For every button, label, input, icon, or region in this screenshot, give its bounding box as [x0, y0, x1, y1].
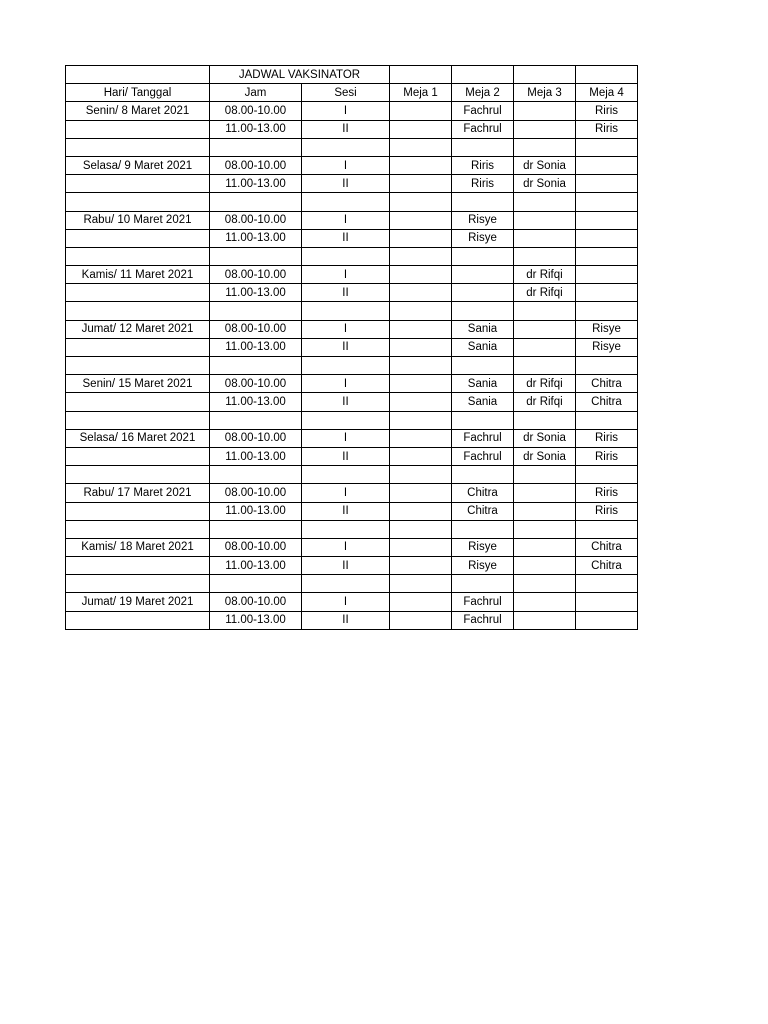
sesi-cell: II [302, 284, 390, 302]
meja-1-cell [390, 593, 452, 611]
meja-4-cell [576, 229, 638, 247]
spacer-cell [390, 247, 452, 265]
jam-cell: 08.00-10.00 [210, 429, 302, 447]
spacer-row [66, 138, 638, 156]
spacer-cell [66, 466, 210, 484]
spacer-cell [390, 466, 452, 484]
sesi-cell: II [302, 120, 390, 138]
jam-cell: 08.00-10.00 [210, 211, 302, 229]
meja-2-cell: Fachrul [452, 120, 514, 138]
meja-3-cell [514, 211, 576, 229]
jam-cell: 08.00-10.00 [210, 266, 302, 284]
day-cell-blank [66, 229, 210, 247]
day-cell: Jumat/ 12 Maret 2021 [66, 320, 210, 338]
spacer-cell [514, 357, 576, 375]
spacer-cell [210, 247, 302, 265]
spacer-cell [66, 575, 210, 593]
meja-2-cell: Risye [452, 538, 514, 556]
spacer-cell [210, 193, 302, 211]
jam-cell: 08.00-10.00 [210, 593, 302, 611]
header-meja-4: Meja 4 [576, 84, 638, 102]
meja-3-cell [514, 593, 576, 611]
header-meja-2: Meja 2 [452, 84, 514, 102]
schedule-row [66, 320, 638, 338]
meja-4-cell: Riris [576, 120, 638, 138]
title-row-blank-cell [66, 66, 210, 84]
meja-3-cell [514, 538, 576, 556]
spacer-cell [452, 520, 514, 538]
meja-3-cell [514, 557, 576, 575]
spacer-cell [390, 520, 452, 538]
meja-4-cell: Risye [576, 338, 638, 356]
meja-3-cell: dr Sonia [514, 175, 576, 193]
schedule-row [66, 484, 638, 502]
day-cell: Selasa/ 9 Maret 2021 [66, 156, 210, 174]
jam-cell: 11.00-13.00 [210, 611, 302, 629]
schedule-row [66, 211, 638, 229]
meja-1-cell [390, 211, 452, 229]
meja-2-cell: Risye [452, 557, 514, 575]
sesi-cell: I [302, 266, 390, 284]
spacer-cell [210, 520, 302, 538]
spacer-cell [66, 357, 210, 375]
day-cell-blank [66, 447, 210, 465]
spacer-cell [576, 575, 638, 593]
meja-1-cell [390, 320, 452, 338]
header-meja-1: Meja 1 [390, 84, 452, 102]
spacer-row [66, 575, 638, 593]
sesi-cell: I [302, 484, 390, 502]
schedule-row [66, 429, 638, 447]
sesi-cell: II [302, 611, 390, 629]
spacer-cell [302, 466, 390, 484]
meja-4-cell: Riris [576, 447, 638, 465]
meja-1-cell [390, 557, 452, 575]
jam-cell: 11.00-13.00 [210, 393, 302, 411]
meja-2-cell: Sania [452, 393, 514, 411]
spacer-cell [514, 247, 576, 265]
meja-4-cell: Chitra [576, 393, 638, 411]
spacer-row [66, 357, 638, 375]
meja-4-cell [576, 156, 638, 174]
meja-4-cell [576, 175, 638, 193]
meja-2-cell: Chitra [452, 502, 514, 520]
header-meja-3: Meja 3 [514, 84, 576, 102]
meja-2-cell: Riris [452, 175, 514, 193]
spacer-cell [514, 411, 576, 429]
meja-2-cell [452, 284, 514, 302]
spacer-cell [302, 302, 390, 320]
jam-cell: 08.00-10.00 [210, 320, 302, 338]
title-row-blank-cell [452, 66, 514, 84]
spacer-cell [452, 411, 514, 429]
day-cell: Rabu/ 10 Maret 2021 [66, 211, 210, 229]
meja-1-cell [390, 538, 452, 556]
day-cell-blank [66, 284, 210, 302]
sesi-cell: II [302, 338, 390, 356]
jam-cell: 08.00-10.00 [210, 484, 302, 502]
schedule-row [66, 229, 638, 247]
day-cell-blank [66, 502, 210, 520]
spacer-cell [452, 466, 514, 484]
spacer-cell [514, 193, 576, 211]
sesi-cell: I [302, 211, 390, 229]
spacer-row [66, 193, 638, 211]
jam-cell: 11.00-13.00 [210, 120, 302, 138]
meja-3-cell: dr Rifqi [514, 266, 576, 284]
meja-4-cell: Riris [576, 102, 638, 120]
meja-4-cell: Riris [576, 429, 638, 447]
schedule-row [66, 375, 638, 393]
spacer-cell [390, 357, 452, 375]
jam-cell: 11.00-13.00 [210, 502, 302, 520]
spacer-cell [66, 411, 210, 429]
meja-4-cell [576, 211, 638, 229]
schedule-row [66, 538, 638, 556]
meja-1-cell [390, 429, 452, 447]
schedule-row [66, 338, 638, 356]
spacer-cell [210, 575, 302, 593]
spacer-cell [302, 411, 390, 429]
jam-cell: 11.00-13.00 [210, 447, 302, 465]
spacer-cell [390, 193, 452, 211]
spacer-cell [452, 193, 514, 211]
sesi-cell: II [302, 502, 390, 520]
meja-3-cell: dr Rifqi [514, 393, 576, 411]
spacer-cell [390, 302, 452, 320]
spacer-row [66, 302, 638, 320]
jam-cell: 11.00-13.00 [210, 338, 302, 356]
spacer-cell [210, 466, 302, 484]
day-cell: Rabu/ 17 Maret 2021 [66, 484, 210, 502]
sesi-cell: I [302, 538, 390, 556]
spacer-cell [514, 302, 576, 320]
meja-3-cell [514, 102, 576, 120]
header-jam: Jam [210, 84, 302, 102]
jam-cell: 08.00-10.00 [210, 538, 302, 556]
day-cell: Jumat/ 19 Maret 2021 [66, 593, 210, 611]
meja-1-cell [390, 502, 452, 520]
day-cell-blank [66, 557, 210, 575]
spacer-cell [452, 575, 514, 593]
meja-1-cell [390, 156, 452, 174]
spacer-cell [452, 247, 514, 265]
schedule-row [66, 284, 638, 302]
meja-2-cell: Risye [452, 211, 514, 229]
header-row [66, 84, 638, 102]
spacer-cell [452, 357, 514, 375]
meja-2-cell: Fachrul [452, 429, 514, 447]
meja-1-cell [390, 120, 452, 138]
spacer-cell [66, 302, 210, 320]
meja-3-cell [514, 120, 576, 138]
spacer-cell [210, 411, 302, 429]
title-row-blank-cell [576, 66, 638, 84]
jam-cell: 11.00-13.00 [210, 175, 302, 193]
spacer-cell [576, 520, 638, 538]
schedule-table [65, 65, 638, 630]
meja-2-cell [452, 266, 514, 284]
meja-4-cell: Riris [576, 484, 638, 502]
meja-4-cell: Chitra [576, 375, 638, 393]
spacer-cell [514, 575, 576, 593]
meja-3-cell: dr Sonia [514, 447, 576, 465]
sesi-cell: II [302, 557, 390, 575]
sesi-cell: I [302, 102, 390, 120]
header-hari-tanggal: Hari/ Tanggal [66, 84, 210, 102]
spacer-cell [576, 193, 638, 211]
day-cell-blank [66, 338, 210, 356]
spacer-cell [66, 138, 210, 156]
schedule-row [66, 120, 638, 138]
meja-1-cell [390, 229, 452, 247]
sesi-cell: I [302, 320, 390, 338]
meja-1-cell [390, 338, 452, 356]
spacer-cell [390, 575, 452, 593]
spacer-row [66, 466, 638, 484]
spacer-cell [576, 357, 638, 375]
meja-1-cell [390, 266, 452, 284]
meja-2-cell: Sania [452, 375, 514, 393]
spacer-cell [576, 247, 638, 265]
spacer-cell [302, 193, 390, 211]
meja-2-cell: Riris [452, 156, 514, 174]
sesi-cell: I [302, 429, 390, 447]
title-row [66, 66, 638, 84]
spacer-cell [66, 520, 210, 538]
meja-2-cell: Fachrul [452, 447, 514, 465]
schedule-row [66, 611, 638, 629]
spacer-cell [514, 138, 576, 156]
meja-2-cell: Chitra [452, 484, 514, 502]
meja-3-cell: dr Sonia [514, 156, 576, 174]
meja-3-cell [514, 611, 576, 629]
spacer-cell [302, 247, 390, 265]
title-row-blank-cell [514, 66, 576, 84]
meja-4-cell: Riris [576, 502, 638, 520]
day-cell: Kamis/ 18 Maret 2021 [66, 538, 210, 556]
spacer-cell [576, 411, 638, 429]
day-cell-blank [66, 175, 210, 193]
day-cell-blank [66, 611, 210, 629]
spacer-cell [452, 138, 514, 156]
jam-cell: 11.00-13.00 [210, 284, 302, 302]
spacer-cell [514, 520, 576, 538]
day-cell-blank [66, 120, 210, 138]
meja-1-cell [390, 484, 452, 502]
spacer-cell [210, 302, 302, 320]
meja-3-cell: dr Rifqi [514, 284, 576, 302]
jam-cell: 11.00-13.00 [210, 229, 302, 247]
meja-1-cell [390, 611, 452, 629]
spacer-cell [452, 302, 514, 320]
spacer-cell [66, 193, 210, 211]
spacer-cell [576, 138, 638, 156]
sesi-cell: I [302, 156, 390, 174]
sesi-cell: II [302, 175, 390, 193]
spacer-cell [66, 247, 210, 265]
sesi-cell: II [302, 229, 390, 247]
sesi-cell: I [302, 375, 390, 393]
day-cell: Selasa/ 16 Maret 2021 [66, 429, 210, 447]
jam-cell: 08.00-10.00 [210, 156, 302, 174]
meja-4-cell: Chitra [576, 538, 638, 556]
spacer-cell [302, 357, 390, 375]
jam-cell: 11.00-13.00 [210, 557, 302, 575]
spacer-cell [514, 466, 576, 484]
schedule-row [66, 175, 638, 193]
spacer-cell [390, 138, 452, 156]
spacer-cell [390, 411, 452, 429]
schedule-row [66, 102, 638, 120]
spacer-cell [302, 575, 390, 593]
spacer-cell [576, 302, 638, 320]
meja-1-cell [390, 102, 452, 120]
schedule-row [66, 502, 638, 520]
meja-3-cell [514, 484, 576, 502]
spacer-cell [210, 357, 302, 375]
spacer-cell [210, 138, 302, 156]
schedule-row [66, 393, 638, 411]
meja-2-cell: Fachrul [452, 611, 514, 629]
title-row-blank-cell [390, 66, 452, 84]
meja-1-cell [390, 175, 452, 193]
sesi-cell: II [302, 393, 390, 411]
spacer-row [66, 520, 638, 538]
day-cell: Senin/ 8 Maret 2021 [66, 102, 210, 120]
meja-2-cell: Sania [452, 320, 514, 338]
schedule-row [66, 557, 638, 575]
spacer-cell [576, 466, 638, 484]
day-cell-blank [66, 393, 210, 411]
meja-4-cell [576, 593, 638, 611]
meja-4-cell [576, 284, 638, 302]
jam-cell: 08.00-10.00 [210, 375, 302, 393]
schedule-row [66, 266, 638, 284]
meja-1-cell [390, 375, 452, 393]
meja-4-cell: Risye [576, 320, 638, 338]
schedule-body [66, 66, 638, 630]
schedule-row [66, 593, 638, 611]
meja-3-cell [514, 502, 576, 520]
meja-2-cell: Sania [452, 338, 514, 356]
meja-3-cell [514, 320, 576, 338]
meja-4-cell [576, 266, 638, 284]
schedule-row [66, 156, 638, 174]
day-cell: Kamis/ 11 Maret 2021 [66, 266, 210, 284]
meja-3-cell [514, 338, 576, 356]
meja-1-cell [390, 284, 452, 302]
schedule-row [66, 447, 638, 465]
meja-3-cell: dr Sonia [514, 429, 576, 447]
table-title: JADWAL VAKSINATOR [210, 66, 390, 84]
meja-2-cell: Fachrul [452, 593, 514, 611]
meja-1-cell [390, 393, 452, 411]
meja-2-cell: Risye [452, 229, 514, 247]
spacer-cell [302, 138, 390, 156]
jam-cell: 08.00-10.00 [210, 102, 302, 120]
meja-2-cell: Fachrul [452, 102, 514, 120]
meja-1-cell [390, 447, 452, 465]
meja-4-cell: Chitra [576, 557, 638, 575]
meja-4-cell [576, 611, 638, 629]
spacer-row [66, 411, 638, 429]
sesi-cell: II [302, 447, 390, 465]
sesi-cell: I [302, 593, 390, 611]
day-cell: Senin/ 15 Maret 2021 [66, 375, 210, 393]
spacer-row [66, 247, 638, 265]
header-sesi: Sesi [302, 84, 390, 102]
meja-3-cell: dr Rifqi [514, 375, 576, 393]
spacer-cell [302, 520, 390, 538]
meja-3-cell [514, 229, 576, 247]
